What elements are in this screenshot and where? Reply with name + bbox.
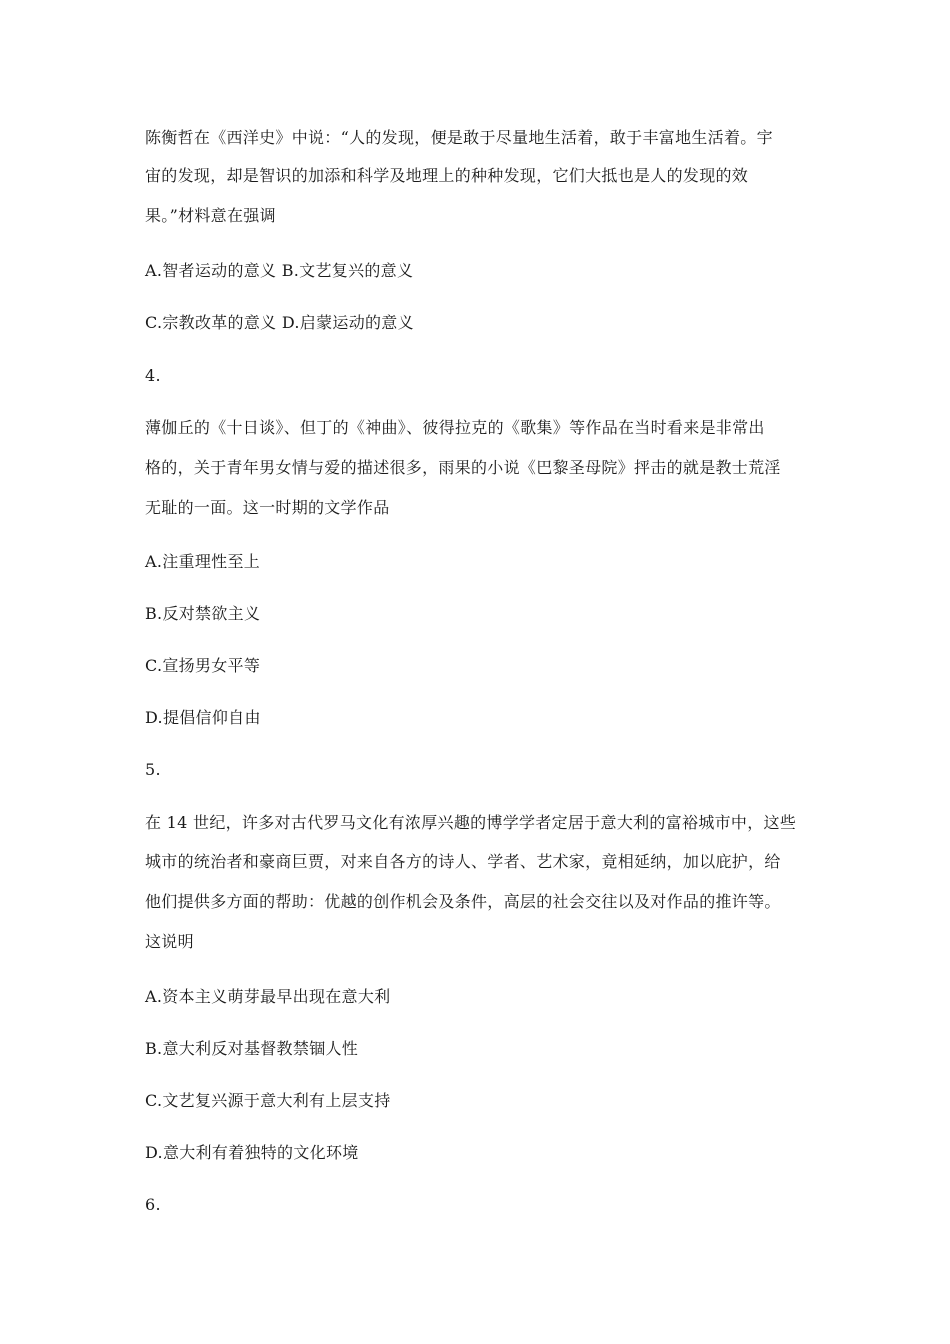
q5-stem-line-1: 在 14 世纪，许多对古代罗马文化有浓厚兴趣的博学学者定居于意大利的富裕城市中，这些 [145,813,797,832]
q4-number: 4. [145,366,161,385]
q5-stem-line-4: 这说明 [145,932,194,951]
q3-stem-line-1: 陈衡哲在《西洋史》中说：“人的发现，便是敢于尽量地生活着，敢于丰富地生活着。宇 [145,128,773,147]
q5-option-a: A.资本主义萌芽最早出现在意大利 [145,987,391,1006]
q4-stem-line-3: 无耻的一面。这一时期的文学作品 [145,498,390,517]
q3-options-ab: A.智者运动的意义 B.文艺复兴的意义 [145,261,414,280]
q3-stem-line-3: 果。”材料意在强调 [145,206,276,225]
q5-stem-line-3: 他们提供多方面的帮助：优越的创作机会及条件，高层的社会交往以及对作品的推许等。 [145,892,781,911]
q4-stem-line-1: 薄伽丘的《十日谈》、但丁的《神曲》、彼得拉克的《歌集》等作品在当时看来是非常出 [145,418,765,437]
q5-option-d: D.意大利有着独特的文化环境 [145,1143,359,1162]
q5-option-b: B.意大利反对基督教禁锢人性 [145,1039,359,1058]
q6-number: 6. [145,1195,161,1214]
q5-option-c: C.文艺复兴源于意大利有上层支持 [145,1091,391,1110]
q4-option-d: D.提倡信仰自由 [145,708,261,727]
q3-options-cd: C.宗教改革的意义 D.启蒙运动的意义 [145,313,414,332]
q3-stem-line-2: 宙的发现，却是智识的加添和科学及地理上的种种发现，它们大抵也是人的发现的效 [145,166,749,185]
q4-option-b: B.反对禁欲主义 [145,604,261,623]
q5-number: 5. [145,760,161,779]
q4-option-a: A.注重理性至上 [145,552,261,571]
q4-stem-line-2: 格的，关于青年男女情与爱的描述很多，雨果的小说《巴黎圣母院》抨击的就是教士荒淫 [145,458,781,477]
q4-option-c: C.宣扬男女平等 [145,656,261,675]
q5-stem-line-2: 城市的统治者和豪商巨贾，对来自各方的诗人、学者、艺术家，竟相延纳，加以庇护，给 [145,852,781,871]
